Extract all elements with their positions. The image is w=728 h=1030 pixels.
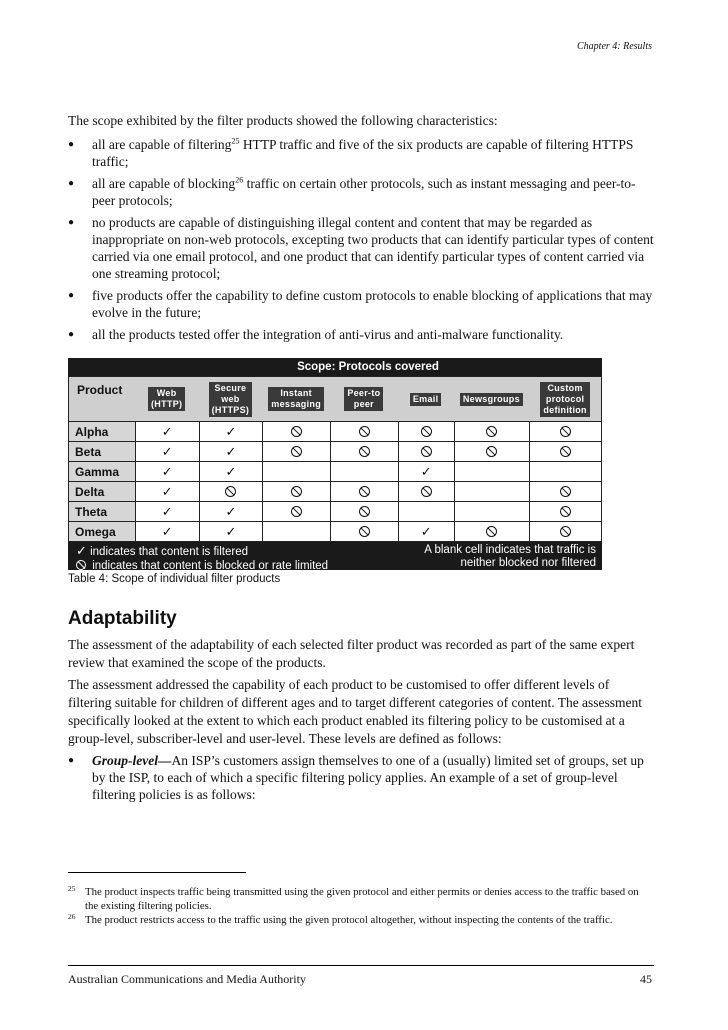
table-caption: Table 4: Scope of individual filter products [68, 573, 281, 585]
list-item [68, 136, 658, 170]
product-name: Theta [69, 502, 135, 521]
product-name: Delta [69, 482, 135, 501]
blocked-icon [262, 442, 330, 461]
section-title: Adaptability [68, 608, 177, 629]
blocked-icon [454, 522, 530, 541]
check-icon: ✓ [135, 442, 199, 461]
column-header: Secure web (HTTPS) [199, 377, 263, 421]
list-item [68, 214, 658, 282]
blocked-icon [454, 422, 530, 441]
blank-cell [262, 522, 330, 541]
bullet-text: all the products tested offer the integration of anti-virus and anti-malware functionality. [92, 327, 564, 342]
product-name: Beta [69, 442, 135, 461]
check-icon: ✓ [199, 442, 263, 461]
levels-list [68, 752, 654, 803]
paragraph: The assessment addressed the capability of each product to be customised to offer different levels of filtering suitable for children of different ages and to target different categories of content. The assessment specifically looked at the extent to which each product enabled its filtering policy to be customised at a group-level, subscriber-level and user-level. These levels are defined as follows: [68, 677, 643, 746]
check-icon: ✓ [135, 522, 199, 541]
table-legend [68, 542, 602, 570]
bullet-text: no products are capable of distinguishing illegal content and content that may be regarded as inappropriate on non-web protocols, excepting two products that can identify particular types of content carried via one email protocol, and one product that can identify particular types of content carried via one streaming protocol; [92, 215, 654, 281]
blocked-icon [529, 442, 601, 461]
blocked-icon [199, 482, 263, 501]
bullet-text: all are capable of blocking [92, 176, 236, 191]
blank-cell [330, 462, 398, 481]
column-header: Email [398, 377, 454, 421]
scope-title-bar [68, 358, 602, 376]
table-row [68, 482, 602, 502]
term-definition: An ISP’s customers assign themselves to one of a (usually) limited set of groups, set up by the ISP, to each of which a specific filtering policy applies. An example of a set of group-level filtering policies is as follows: [92, 753, 644, 802]
footnote: 26 The product restricts access to the traffic using the given protocol altogether, without inspecting the contents of the traffic. [68, 912, 613, 926]
check-icon: ✓ [135, 462, 199, 481]
blocked-icon [330, 502, 398, 521]
results-section [68, 112, 658, 348]
check-icon: ✓ [199, 422, 263, 441]
footnote: 25 The product inspects traffic being transmitted using the given protocol and either permits or denies access to the traffic based on the existing filtering policies. [68, 884, 639, 912]
footnote-ref: 25 [231, 136, 240, 146]
blocked-icon [330, 422, 398, 441]
blocked-icon [330, 442, 398, 461]
footnote-ref: 26 [235, 175, 244, 185]
legend-blocked: indicates that content is blocked or rate limited [76, 559, 381, 573]
blocked-icon [529, 522, 601, 541]
check-icon: ✓ [199, 522, 263, 541]
table-row [68, 502, 602, 522]
blank-cell [398, 502, 454, 521]
product-name: Omega [69, 522, 135, 541]
blocked-icon [330, 482, 398, 501]
table-row [68, 522, 602, 542]
blocked-icon [330, 522, 398, 541]
check-icon: ✓ [199, 462, 263, 481]
bullet-text: traffic on certain other protocols, such as instant messaging and peer-to-peer protocols; [92, 176, 636, 208]
bullet-text: HTTP traffic and five of the six products are capable of filtering HTTPS traffic; [92, 137, 634, 169]
scope-title: Scope: Protocols covered [297, 361, 439, 373]
list-item [68, 326, 658, 343]
blank-cell [262, 462, 330, 481]
product-name: Gamma [69, 462, 135, 481]
footnotes [68, 885, 654, 927]
blank-cell [529, 462, 601, 481]
list-item [68, 287, 658, 321]
table-body [68, 422, 602, 542]
blocked-icon [529, 482, 601, 501]
blocked-icon [262, 482, 330, 501]
check-icon: ✓ [199, 502, 263, 521]
blocked-icon [398, 482, 454, 501]
column-header: Peer-to peer [330, 377, 398, 421]
term: Group-level— [92, 753, 172, 768]
legend-blank: A blank cell indicates that traffic is neither blocked nor filtered [424, 544, 596, 569]
bullet-text: all are capable of filtering [92, 137, 232, 152]
bullet-text: five products offer the capability to define custom protocols to enable blocking of applications that may evolve in the future; [92, 288, 653, 320]
blocked-icon [398, 422, 454, 441]
paragraph: The assessment of the adaptability of each selected filter product was recorded as part of the same expert review that examined the scope of the products. [68, 637, 635, 670]
check-icon: ✓ [398, 522, 454, 541]
check-icon: ✓ [135, 422, 199, 441]
blank-cell [454, 462, 530, 481]
blocked-icon [262, 422, 330, 441]
footer-organization: Australian Communications and Media Authority [68, 972, 306, 986]
table-row [68, 462, 602, 482]
list-item [68, 175, 658, 209]
product-name: Alpha [69, 422, 135, 441]
blocked-icon [529, 502, 601, 521]
blocked-icon [529, 422, 601, 441]
column-header: Newsgroups [454, 377, 530, 421]
column-header: Custom protocol definition [529, 377, 601, 421]
table-header-row [68, 376, 602, 422]
legend-filtered: ✓ indicates that content is filtered [76, 543, 249, 558]
scope-table [68, 358, 602, 570]
blocked-icon [262, 502, 330, 521]
check-icon: ✓ [135, 482, 199, 501]
column-header: Instant messaging [262, 377, 330, 421]
intro-paragraph: The scope exhibited by the filter products showed the following characteristics: [68, 113, 498, 128]
check-icon: ✓ [398, 462, 454, 481]
blocked-icon [454, 442, 530, 461]
check-icon: ✓ [135, 502, 199, 521]
blocked-icon [398, 442, 454, 461]
adaptability-body [68, 636, 654, 808]
table-row [68, 442, 602, 462]
chapter-header: Chapter 4: Results [577, 41, 652, 52]
blank-cell [454, 482, 530, 501]
footer-divider [68, 965, 654, 966]
product-header: Product [77, 383, 123, 397]
footnote-divider [68, 872, 246, 873]
page-number: 45 [640, 972, 652, 986]
column-header: Web (HTTP) [135, 377, 199, 421]
characteristics-list [68, 136, 658, 343]
blank-cell [454, 502, 530, 521]
table-row [68, 422, 602, 442]
list-item [68, 752, 654, 803]
